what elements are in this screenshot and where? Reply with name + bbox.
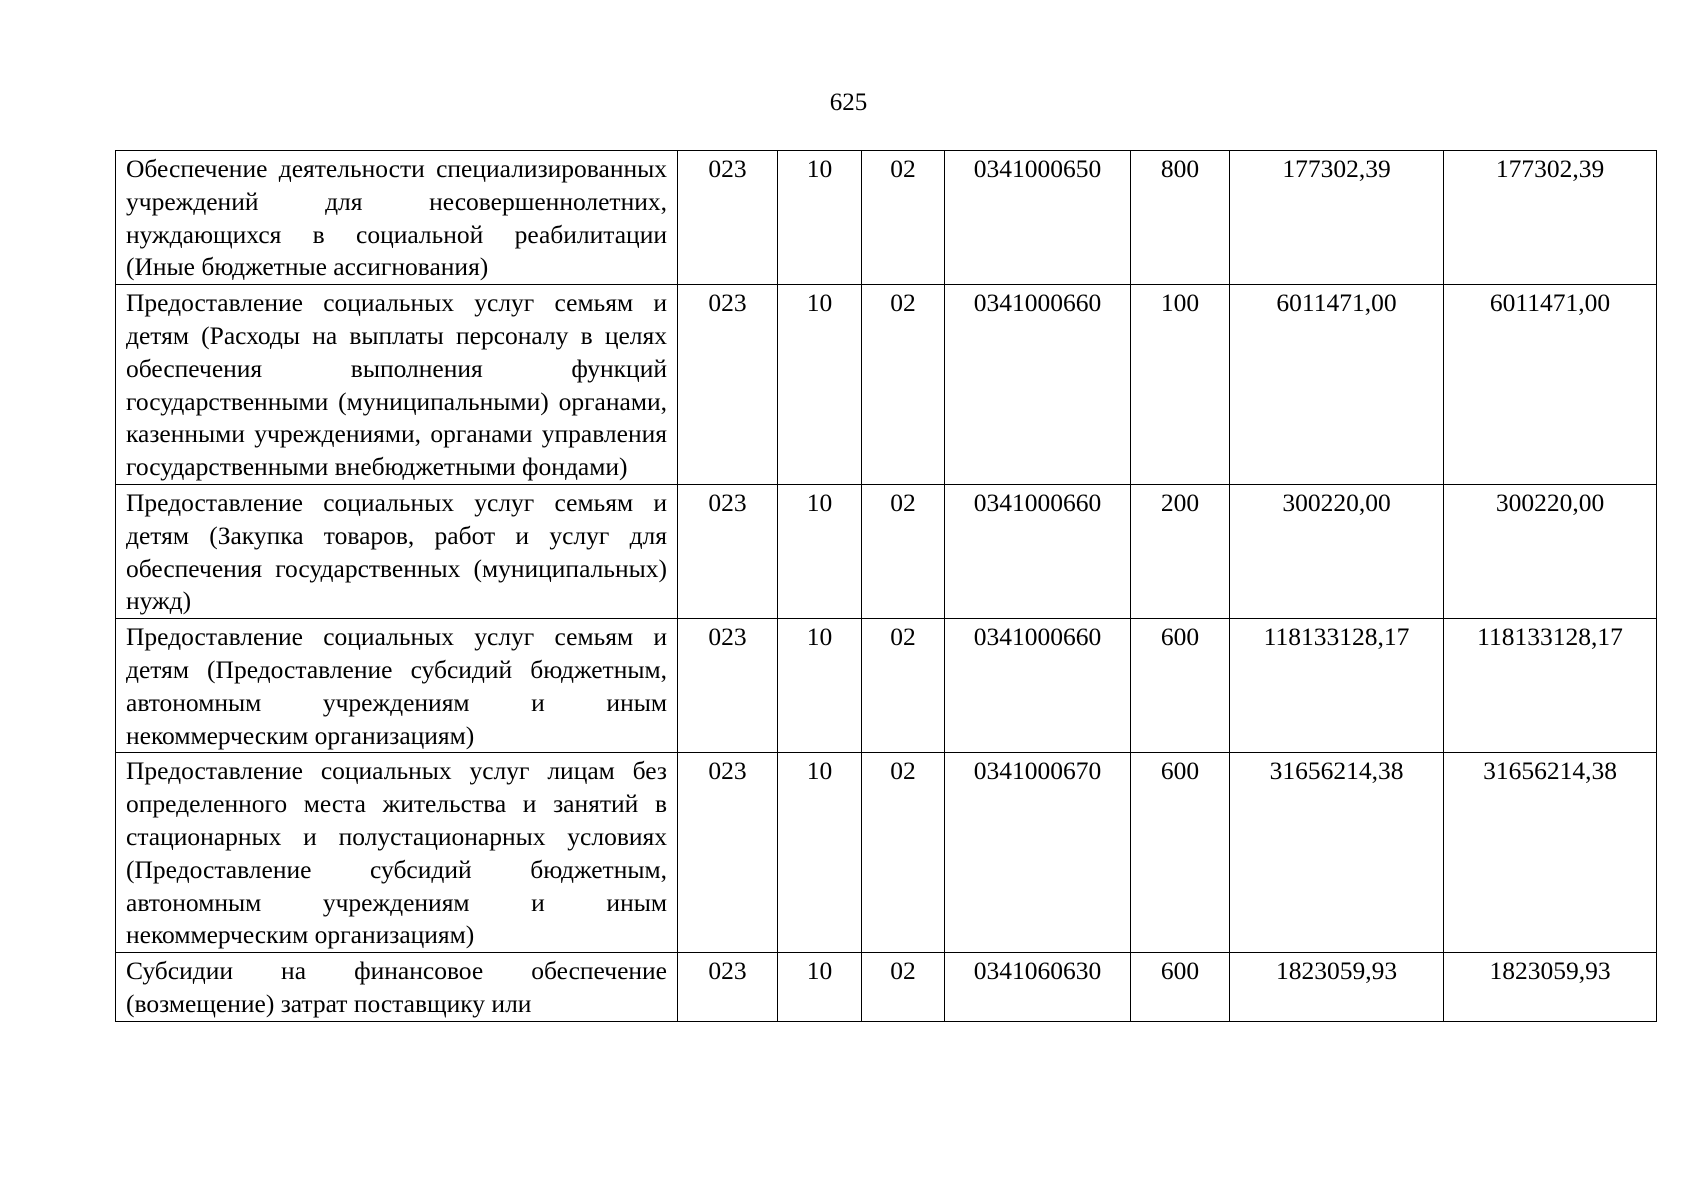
- table-row: [116, 484, 1657, 618]
- amount-year-1: 300220,00: [1230, 484, 1444, 618]
- ministry-code: 023: [678, 619, 778, 753]
- expense-type-code: 800: [1131, 151, 1230, 285]
- subsection-code: 02: [862, 753, 945, 953]
- expense-type-code: 600: [1131, 753, 1230, 953]
- ministry-code: 023: [678, 484, 778, 618]
- row-description: Обеспечение деятельности специализированных учреждений для несовершеннолетних, нуждающихся в социальной реабилитации (Иные бюджетные ассигнования): [116, 151, 678, 285]
- page-number: 625: [829, 89, 868, 116]
- amount-year-2: 31656214,38: [1444, 753, 1657, 953]
- row-description: Субсидии на финансовое обеспечение (возмещение) затрат поставщику или: [116, 953, 678, 1022]
- target-article-code: 0341000670: [945, 753, 1131, 953]
- section-code: 10: [778, 151, 862, 285]
- target-article-code: 0341000650: [945, 151, 1131, 285]
- subsection-code: 02: [862, 285, 945, 485]
- section-code: 10: [778, 753, 862, 953]
- row-description: Предоставление социальных услуг семьям и детям (Расходы на выплаты персоналу в целях обеспечения выполнения функций государственными (муниципальными) органами, казенными учреждениями, органами управления государственными внебюджетными фондами): [116, 285, 678, 485]
- row-description: Предоставление социальных услуг семьям и детям (Закупка товаров, работ и услуг для обеспечения государственных (муниципальных) нужд): [116, 484, 678, 618]
- amount-year-1: 118133128,17: [1230, 619, 1444, 753]
- section-code: 10: [778, 484, 862, 618]
- target-article-code: 0341000660: [945, 484, 1131, 618]
- ministry-code: 023: [678, 151, 778, 285]
- row-description: Предоставление социальных услуг лицам без определенного места жительства и занятий в стационарных и полустационарных условиях (Предоставление субсидий бюджетным, автономным учреждениям и иным некоммерческим организациям): [116, 753, 678, 953]
- amount-year-2: 177302,39: [1444, 151, 1657, 285]
- ministry-code: 023: [678, 953, 778, 1022]
- expense-type-code: 200: [1131, 484, 1230, 618]
- amount-year-1: 1823059,93: [1230, 953, 1444, 1022]
- subsection-code: 02: [862, 484, 945, 618]
- expense-type-code: 600: [1131, 953, 1230, 1022]
- subsection-code: 02: [862, 619, 945, 753]
- subsection-code: 02: [862, 953, 945, 1022]
- amount-year-2: 300220,00: [1444, 484, 1657, 618]
- amount-year-2: 6011471,00: [1444, 285, 1657, 485]
- expense-type-code: 600: [1131, 619, 1230, 753]
- table-row: [116, 151, 1657, 285]
- table-row: [116, 285, 1657, 485]
- target-article-code: 0341000660: [945, 619, 1131, 753]
- budget-table: [115, 150, 1657, 1022]
- section-code: 10: [778, 619, 862, 753]
- amount-year-1: 31656214,38: [1230, 753, 1444, 953]
- expense-type-code: 100: [1131, 285, 1230, 485]
- target-article-code: 0341060630: [945, 953, 1131, 1022]
- target-article-code: 0341000660: [945, 285, 1131, 485]
- table-row: [116, 619, 1657, 753]
- amount-year-2: 1823059,93: [1444, 953, 1657, 1022]
- subsection-code: 02: [862, 151, 945, 285]
- section-code: 10: [778, 285, 862, 485]
- ministry-code: 023: [678, 753, 778, 953]
- amount-year-2: 118133128,17: [1444, 619, 1657, 753]
- amount-year-1: 177302,39: [1230, 151, 1444, 285]
- ministry-code: 023: [678, 285, 778, 485]
- amount-year-1: 6011471,00: [1230, 285, 1444, 485]
- table-row: [116, 953, 1657, 1022]
- row-description: Предоставление социальных услуг семьям и детям (Предоставление субсидий бюджетным, автономным учреждениям и иным некоммерческим организациям): [116, 619, 678, 753]
- table-row: [116, 753, 1657, 953]
- section-code: 10: [778, 953, 862, 1022]
